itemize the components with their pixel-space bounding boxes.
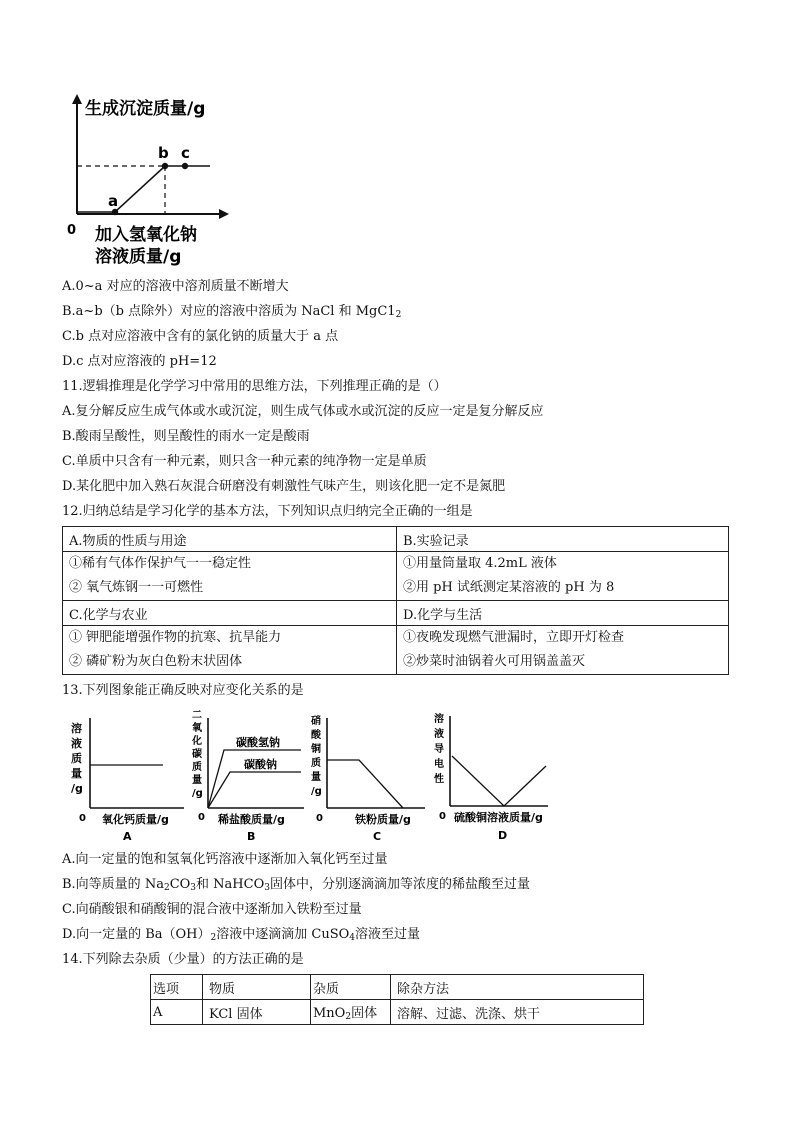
q12-d-items (397, 626, 729, 675)
table-row (63, 552, 729, 601)
chart-b-na2co3-line (208, 772, 301, 808)
q14-row-a-impurity (311, 1000, 391, 1025)
y-label-char: 溶 (434, 714, 444, 725)
q13-chart-c (307, 710, 427, 845)
y-label-char: 量 (192, 775, 202, 786)
q14-header-impurity: 杂质 (311, 975, 391, 1000)
q14-header-method: 除杂方法 (391, 975, 644, 1000)
chart-c-origin: 0 (316, 813, 323, 824)
y-label-char: /g (311, 786, 322, 797)
q14-row-a-method: 溶解、过滤、洗涤、烘干 (391, 1000, 644, 1025)
y-label-char: 量 (71, 767, 82, 780)
q14-impurity-formula: MnO (313, 1006, 346, 1021)
q13-b-sub: 3 (264, 883, 270, 893)
y-label-char: 质 (192, 762, 202, 773)
q11-option-b: B.酸雨呈酸性，则呈酸性的雨水一定是酸雨 (62, 429, 310, 444)
q13-d-part: D.向一定量的 Ba（OH） (62, 927, 211, 942)
y-label-char: 质 (71, 752, 82, 765)
q10-figure (55, 88, 255, 268)
q13-option-a: A.向一定量的饱和氢氧化钙溶液中逐渐加入氧化钙至过量 (62, 852, 388, 867)
q10-option-d: D.c 点对应溶液的 pH=12 (62, 354, 217, 369)
q13-option-b (62, 877, 530, 896)
fig10-label-b: b (158, 144, 169, 162)
q12-b2: ②用 pH 试纸测定某溶液的 pH 为 8 (403, 580, 615, 595)
q12-table (62, 526, 729, 675)
y-label-char: 质 (311, 758, 321, 769)
chart-c-line (327, 760, 403, 808)
y-label-char: 酸 (311, 730, 321, 741)
q14-stem: 14.下列除去杂质（少量）的方法正确的是 (62, 952, 304, 967)
chart-d-letter: D (498, 829, 508, 842)
fig10-xlabel-2: 溶液质量/g (95, 247, 182, 267)
q12-a-head: A.物质的性质与用途 (63, 527, 397, 552)
chart-a-origin: 0 (79, 813, 86, 824)
q10-option-c: C.b 点对应溶液中含有的氯化钠的质量大于 a 点 (62, 329, 339, 344)
table-row (151, 1000, 644, 1025)
chart-b-letter: B (247, 830, 256, 843)
chart-d-line (452, 756, 546, 806)
q14-row-a-option: A (151, 1000, 203, 1025)
q10-option-a: A.0~a 对应的溶液中溶剂质量不断增大 (62, 279, 289, 294)
fig10-label-c: c (181, 144, 190, 162)
q12-d1: ①夜晚发现燃气泄漏时，立即开灯检查 (403, 630, 625, 645)
point-c (182, 163, 188, 169)
y-label-char: 液 (71, 737, 82, 750)
q14-header-substance: 物质 (203, 975, 311, 1000)
y-label-char: 化 (192, 736, 202, 747)
q14-header-option: 选项 (151, 975, 203, 1000)
q13-d-sub: 4 (349, 933, 356, 943)
chart-c-ylabel (310, 714, 322, 797)
chart-d-xlabel: 硫酸铜溶液质量/g (454, 811, 543, 824)
q14-impurity-state: 固体 (351, 1006, 378, 1021)
y-label-char: 量 (311, 772, 321, 783)
q13-stem: 13.下列图象能正确反映对应变化关系的是 (62, 683, 304, 698)
y-label-char: 电 (434, 759, 444, 770)
q13-b-part: CO (169, 877, 191, 892)
fig10-origin: 0 (67, 223, 77, 238)
q12-a2: ② 氧气炼钢一一可燃性 (69, 580, 204, 595)
fig10-label-a: a (108, 192, 119, 210)
q12-b-items (397, 552, 729, 601)
y-label-char: /g (71, 782, 83, 795)
q10-option-b-text: B.a~b（b 点除外）对应的溶液中溶质为 NaCl 和 MgC1 (62, 304, 396, 319)
q11-option-d: D.某化肥中加入熟石灰混合研磨没有刺激性气味产生，则该化肥一定不是氮肥 (62, 479, 506, 494)
q10-option-b (62, 304, 401, 323)
q13-option-d (62, 927, 420, 946)
table-row (63, 601, 729, 626)
q13-option-c: C.向硝酸银和硝酸铜的混合液中逐渐加入铁粉至过量 (62, 902, 362, 917)
q12-d2: ②炒菜时油锅着火可用锅盖盖灭 (403, 654, 586, 669)
y-label-char: 导 (434, 744, 444, 755)
q10-option-b-sub: 2 (395, 310, 402, 320)
chart-b-ylabel (191, 709, 203, 799)
q12-b1: ①用量筒量取 4.2mL 液体 (403, 556, 557, 571)
q13-d-sub: 2 (210, 933, 217, 943)
q13-d-part: 溶液中逐滴滴加 CuSO (216, 927, 350, 942)
table-row (63, 527, 729, 552)
y-label-char: 铜 (311, 744, 321, 755)
x-axis-arrow (219, 209, 229, 219)
chart-d-origin: 0 (439, 811, 446, 822)
precipitate-curve (77, 166, 210, 212)
q13-b-part: 固体中，分别逐滴滴加等浓度的稀盐酸至过量 (269, 877, 530, 892)
table-row (151, 975, 644, 1000)
chart-c-letter: C (373, 830, 382, 843)
y-label-char: 性 (434, 774, 444, 785)
q11-option-a: A.复分解反应生成气体或水或沉淀，则生成气体或水或沉淀的反应一定是复分解反应 (62, 404, 544, 419)
q12-a-items (63, 552, 397, 601)
y-label-char: 液 (434, 729, 444, 740)
q13-b-part: B.向等质量的 Na (62, 877, 164, 892)
chart-a-ylabel (71, 721, 83, 795)
q12-c2: ② 磷矿粉为灰白色粉末状固体 (69, 654, 243, 669)
table-row (63, 626, 729, 675)
chart-c-xlabel: 铁粉质量/g (355, 813, 411, 826)
q11-option-c: C.单质中只含有一种元素，则只含一种元素的纯净物一定是单质 (62, 454, 427, 469)
q13-chart-b (186, 706, 306, 845)
q12-c1: ① 钾肥能增强作物的抗寒、抗旱能力 (69, 630, 282, 645)
chart-a-letter: A (123, 830, 132, 843)
y-label-char: 硝 (311, 716, 321, 727)
q13-chart-d (428, 710, 558, 845)
q13-b-sub: 3 (190, 883, 197, 893)
q12-a1: ①稀有气体作保护气一一稳定性 (69, 556, 252, 571)
q13-d-part: 溶液至过量 (355, 927, 421, 942)
q12-c-head: C.化学与农业 (63, 601, 397, 626)
y-label-char: 碳 (192, 749, 202, 760)
chart-b-label-nahco3: 碳酸氢钠 (236, 736, 280, 749)
chart-a-xlabel: 氧化钙质量/g (102, 813, 169, 826)
q12-b-head: B.实验记录 (397, 527, 729, 552)
y-axis-arrow (72, 94, 82, 104)
y-label-char: 氧 (192, 723, 202, 734)
q12-d-head: D.化学与生活 (397, 601, 729, 626)
q14-table (150, 974, 644, 1025)
q13-b-part: 和 NaHCO (196, 877, 265, 892)
fig10-xlabel-1: 加入氢氧化钠 (95, 225, 197, 245)
q14-impurity-sub: 2 (345, 1012, 352, 1022)
q12-stem: 12.归纳总结是学习化学的基本方法，下列知识点归纳完全正确的一组是 (62, 504, 473, 519)
y-label-char: 二 (192, 710, 202, 721)
fig10-ylabel: 生成沉淀质量/g (85, 99, 206, 119)
y-label-char: 溶 (71, 722, 82, 735)
chart-b-xlabel: 稀盐酸质量/g (218, 813, 285, 826)
chart-d-ylabel (434, 712, 444, 785)
y-label-char: /g (192, 788, 203, 799)
q13-chart-a (66, 710, 186, 845)
q11-stem: 11.逻辑推理是化学学习中常用的思维方法，下列推理正确的是（） (62, 379, 447, 394)
q13-b-sub: 2 (163, 883, 170, 893)
q12-c-items (63, 626, 397, 675)
chart-b-label-na2co3: 碳酸钠 (244, 758, 277, 771)
point-b (162, 163, 168, 169)
q14-row-a-substance: KCl 固体 (203, 1000, 311, 1025)
chart-b-origin: 0 (198, 812, 205, 823)
